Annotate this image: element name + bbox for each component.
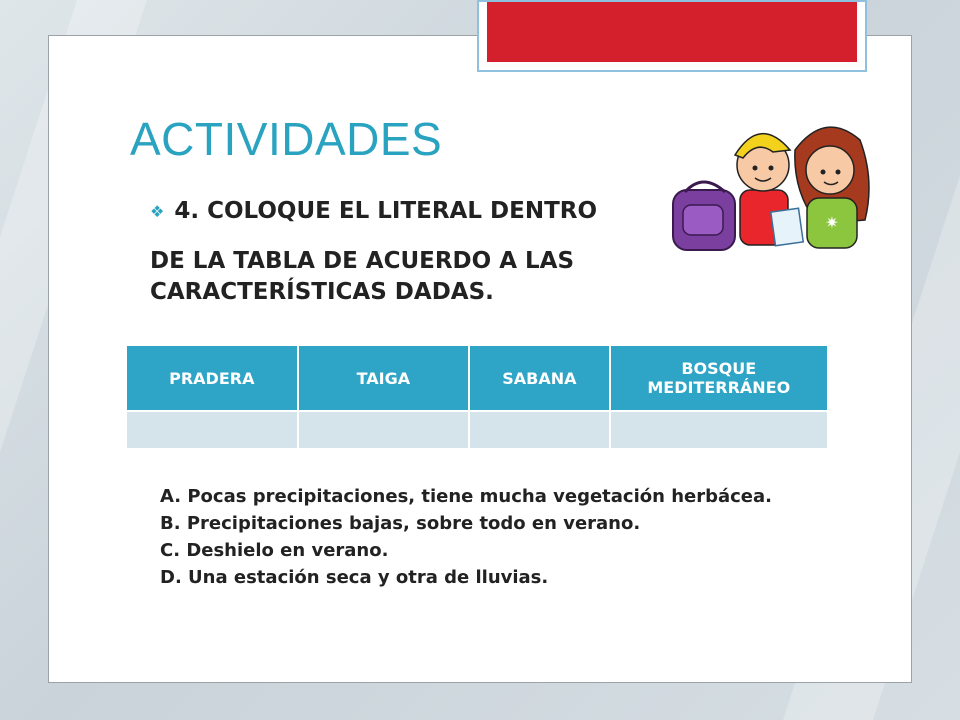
slide-title: ACTIVIDADES	[130, 113, 443, 165]
instruction-text-1: 4. COLOQUE EL LITERAL DENTRO	[174, 198, 598, 224]
header-red-box	[477, 0, 867, 72]
answer-cell[interactable]	[126, 411, 298, 449]
red-fill	[487, 2, 857, 62]
option-item: C. Deshielo en verano.	[160, 540, 389, 561]
table-row	[126, 411, 828, 449]
header-cell: SABANA	[469, 345, 609, 411]
option-item: A. Pocas precipitaciones, tiene mucha vegetación herbácea.	[160, 486, 772, 507]
header-cell: TAIGA	[298, 345, 470, 411]
answer-cell[interactable]	[469, 411, 609, 449]
instruction-line-2: DE LA TABLA DE ACUERDO A LAS CARACTERÍSTICAS DADAS.	[150, 248, 575, 305]
option-item: D. Una estación seca y otra de lluvias.	[160, 567, 549, 588]
answer-cell[interactable]	[610, 411, 828, 449]
backpack-icon	[673, 182, 735, 250]
students-illustration	[665, 110, 880, 270]
header-cell: BOSQUE MEDITERRÁNEO	[610, 345, 828, 411]
option-item: B. Precipitaciones bajas, sobre todo en verano.	[160, 513, 641, 534]
instruction-line-1	[150, 198, 597, 224]
girl-figure	[795, 127, 869, 248]
habitat-table	[125, 344, 829, 450]
header-cell: PRADERA	[126, 345, 298, 411]
options-list	[160, 483, 800, 591]
hollow-square-bullet-icon: ❖	[150, 201, 165, 221]
boy-figure	[735, 134, 803, 246]
answer-cell[interactable]	[298, 411, 470, 449]
table-header-row	[126, 345, 828, 411]
svg-text:✷: ✷	[825, 213, 839, 232]
